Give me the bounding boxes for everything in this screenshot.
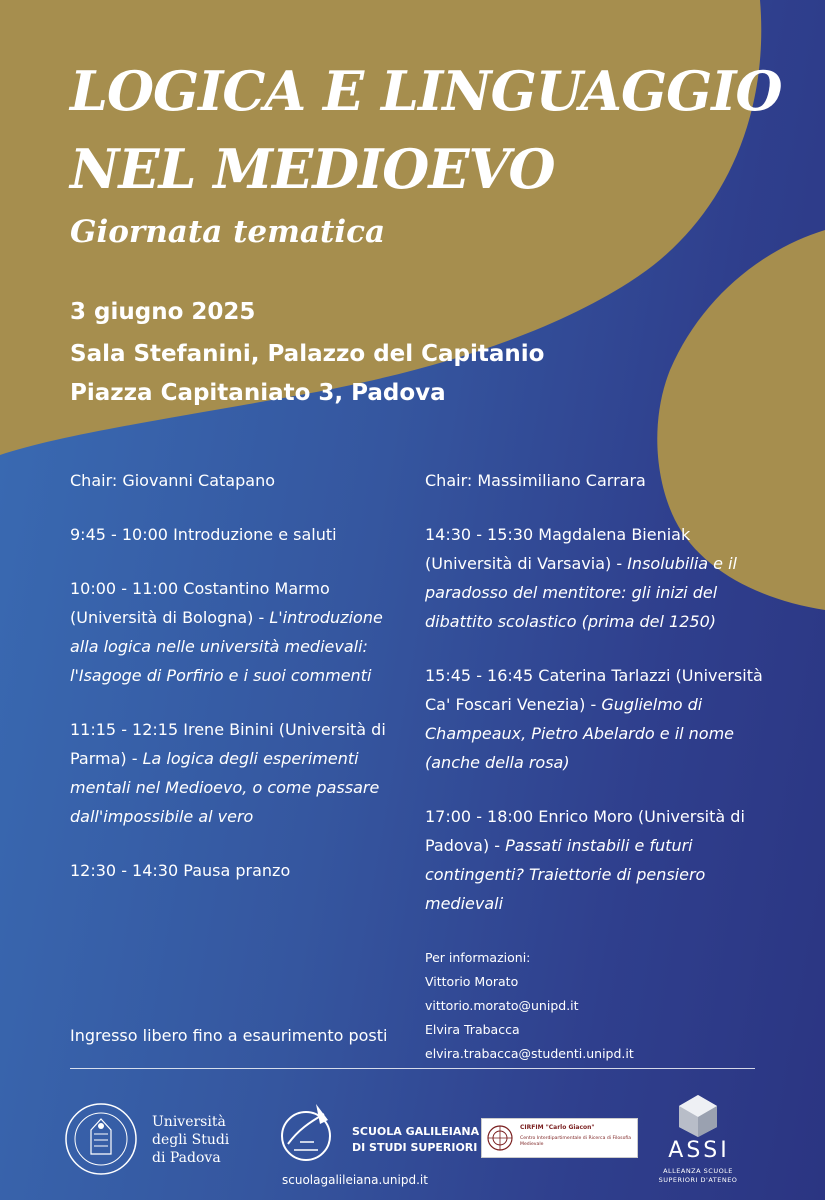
assi-subtitle [646,1167,750,1185]
item-speaker: Enrico Moro (Università di Padova) - [425,807,745,855]
assi-line-1: ALLEANZA SCUOLE [663,1167,733,1175]
program-item [70,715,400,831]
item-talk: Passati instabili e futuri contingenti? Traiettorie di pensiero medievali [425,836,706,913]
afternoon-column [425,466,765,943]
galileiana-logo-text [352,1124,479,1156]
unipd-line-3: di Padova [152,1150,221,1166]
contact-name: Elvira Trabacca [425,1022,520,1037]
morning-column [70,466,400,910]
galileiana-emblem-icon [278,1100,338,1164]
item-talk: Insolubilia e il paradosso del mentitore: gli inizi del dibattito scolastico (prima del 1250) [425,554,737,631]
item-text: Pausa pranzo [183,861,291,880]
unipd-seal-icon [64,1102,138,1176]
cirfim-emblem-icon [486,1124,514,1152]
contact-info [425,946,634,1066]
unipd-line-1: Università [152,1114,226,1130]
contact-name: Vittorio Morato [425,974,519,989]
program-item [70,574,400,690]
cirfim-line-1: CIRFIM "Carlo Giacon" [520,1124,595,1131]
unipd-line-2: degli Studi [152,1132,230,1148]
item-talk: Guglielmo di Champeaux, Pietro Abelardo e il nome (anche della rosa) [425,695,735,772]
program-item [425,802,765,918]
contact-heading: Per informazioni: [425,950,531,965]
event-date: 3 giugno 2025 [70,299,256,325]
item-time: 11:15 - 12:15 [70,720,179,739]
subtitle: Giornata tematica [70,214,386,250]
event-address: Piazza Capitaniato 3, Padova [70,380,446,406]
item-talk: La logica degli esperimenti mentali nel Medioevo, o come passare dall'impossibile al vero [70,749,380,826]
footer-divider [70,1068,755,1069]
item-text: Introduzione e saluti [173,525,337,544]
item-speaker: Caterina Tarlazzi (Università Ca' Foscari Venezia) - [425,666,763,714]
program-item [425,661,765,777]
morning-chair: Chair: Giovanni Catapano [70,471,275,490]
item-speaker: Irene Binini (Università di Parma) - [70,720,386,768]
cirfim-line-2: Centro Interdipartimentale di Ricerca di Filosofia Medievale [520,1136,632,1147]
event-venue: Sala Stefanini, Palazzo del Capitanio [70,341,545,367]
title-line-1: LOGICA E LINGUAGGIO [70,59,782,123]
assi-name: ASSI [668,1138,730,1163]
afternoon-chair: Chair: Massimiliano Carrara [425,471,646,490]
title-line-2: NEL MEDIOEVO [70,137,555,201]
item-speaker: Magdalena Bieniak (Università di Varsavia) - [425,525,691,573]
item-talk: L'introduzione alla logica nelle università medievali: l'Isagoge di Porfirio e i suoi commenti [70,608,383,685]
item-time: 15:45 - 16:45 [425,666,534,685]
program-item [425,520,765,636]
assi-line-2: SUPERIORI D'ATENEO [658,1176,738,1184]
program-item [70,520,400,549]
item-time: 10:00 - 11:00 [70,579,179,598]
contact-email-link[interactable]: elvira.trabacca@studenti.unipd.it [425,1046,634,1061]
unipd-logo-text [152,1113,229,1167]
item-time: 12:30 - 14:30 [70,861,179,880]
galileiana-url[interactable]: scuolagalileiana.unipd.it [282,1173,428,1187]
contact-email-link[interactable]: vittorio.morato@unipd.it [425,998,579,1013]
program-item [70,856,400,885]
cirfim-logo [481,1118,638,1158]
entry-note: Ingresso libero fino a esaurimento posti [70,1026,388,1045]
item-time: 17:00 - 18:00 [425,807,534,826]
item-time: 9:45 - 10:00 [70,525,168,544]
item-time: 14:30 - 15:30 [425,525,534,544]
galileiana-line-2: DI STUDI SUPERIORI [352,1141,478,1154]
galileiana-line-1: SCUOLA GALILEIANA [352,1125,480,1138]
assi-cube-icon [677,1093,719,1139]
item-speaker: Costantino Marmo (Università di Bologna) - [70,579,330,627]
